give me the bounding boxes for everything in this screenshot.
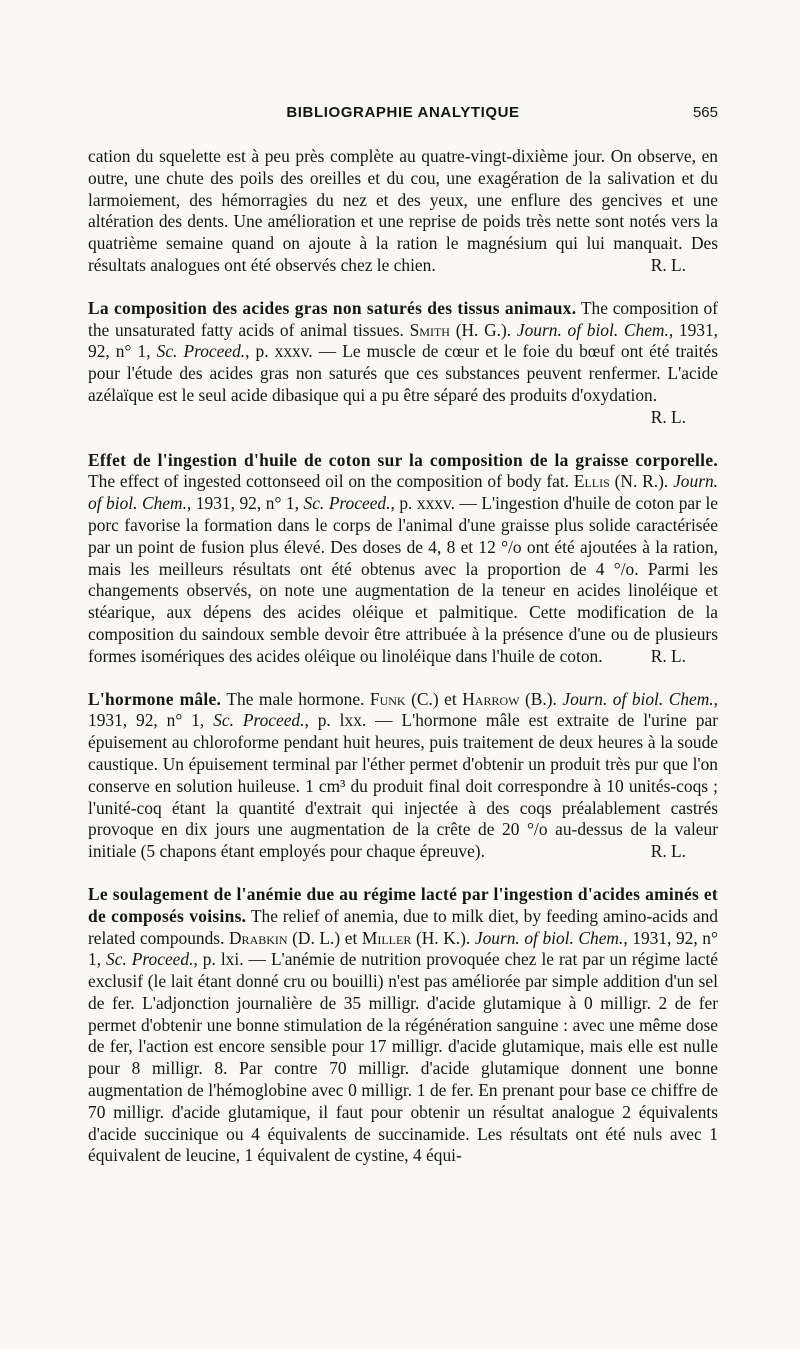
page-number: 565 <box>692 104 718 121</box>
pages: , p. lxi. — <box>193 949 266 970</box>
body-text <box>88 146 718 1167</box>
entry-4 <box>88 884 718 1167</box>
entry-title: L'hormone mâle. <box>88 688 222 709</box>
summary: Le muscle de cœur et le foie du bœuf ont été traités pour l'étude des acides gras non saturés que ces substances peuvent renfermer. L'acide azélaïque est le seul acide dibasique qui a pu être séparé des produits d'oxydation. <box>88 341 719 405</box>
entry-3 <box>88 689 718 863</box>
intro-text: cation du squelette est à peu près complète au quatre-vingt-dixième jour. On observe, en outre, une chute des poils des oreilles et du cou, une exagération de la salivation et du larmoiement, des hémorragies du nez et des yeux, une enflure des gencives et une altération des dents. Une amélioration et une reprise de poids très nette sont notés vers la quatrième semaine quand on ajoute à la ration le magnésium qui lui manquait. Des résultats analogues ont été observés chez le chien. <box>88 146 718 275</box>
entry-title: La composition des acides gras non saturés des tissus animaux. <box>88 297 577 318</box>
journal: Journ. of biol. Chem. <box>474 927 624 948</box>
signature: R. L. <box>650 841 686 862</box>
english-title: The effect of ingested cottonseed oil on the composition of body fat. <box>88 471 570 492</box>
english-title: The male hormone. <box>226 688 365 709</box>
author-2-initials: (B.). <box>524 688 557 709</box>
author: Smith <box>409 319 450 340</box>
author: Ellis <box>573 471 610 492</box>
entry-title: Effet de l'ingestion d'huile de coton sur la composition de la graisse corporelle. <box>88 449 718 470</box>
proceed: Sc. Proceed. <box>213 710 305 731</box>
reference: , 1931, 92, n° 1, <box>88 319 719 362</box>
author-2: Harrow <box>462 688 520 709</box>
signature: R. L. <box>650 645 686 666</box>
journal: Journ. of biol. Chem. <box>562 688 714 709</box>
english-title: The relief of anemia, due to milk diet, by feeding amino-acids and related compounds. <box>88 905 718 948</box>
signature: R. L. <box>650 406 686 427</box>
author-initials: (N. R.). <box>614 471 669 492</box>
english-title: The composition of the unsaturated fatty acids of animal tissues. <box>88 297 718 340</box>
author: Funk <box>369 688 406 709</box>
entry-2 <box>88 450 718 668</box>
reference: , 1931, 92, n° 1, <box>186 493 304 514</box>
summary: L'anémie de nutrition provoquée chez le rat par un régime lacté exclusif (le lait étant donné cru ou bouilli) n'est pas améliorée par simple addition d'un sel de fer. L'adjonction journalière de 35 milligr. d'acide glutamique à 0 milligr. 2 de fer permet d'obtenir une bonne stimulation de la régénération sanguine : avec une même dose de fer, l'action est encore sensible pour 17 milligr. d'acide glutamique, mais elle est nulle pour 8 milligr. 8. Par contre 70 milligr. d'acide glutamique donnent une bonne augmentation de l'hémoglobine avec 0 milligr. 1 de fer. En prenant pour base ce chiffre de 70 milligr. d'acide glutamique, il faut pour obtenir un résultat analogue 2 équivalents d'acide succinique ou 4 équivalents de succinamide. Les résultats ont été nuls avec 1 équivalent de leucine, 1 équivalent de cystine, 4 équi- <box>88 949 719 1166</box>
author-initials: (C.) et <box>411 688 457 709</box>
entry-1 <box>88 298 718 407</box>
signature: R. L. <box>650 254 686 275</box>
author-2: Miller <box>361 927 412 948</box>
proceed: Sc. Proceed. <box>156 341 246 362</box>
entry-title: Le soulagement de l'anémie due au régime lacté par l'ingestion d'acides aminés et de composés voisins. <box>88 883 718 926</box>
pages: , p. xxxv. — <box>245 341 337 362</box>
reference: , 1931, 92, n° 1, <box>88 688 719 731</box>
summary: L'ingestion d'huile de coton par le porc favorise la formation dans le corps de l'animal d'une graisse plus solide caractérisée par un point de fusion plus élevé. Des doses de 4, 8 et 12 °/o ont été ajoutées à la ration, mais les meilleurs résultats ont été obtenus avec la proportion de 4 °/o. Parmi les changements observés, on note une augmentation de la teneur en acides linoléique et stéarique, aux dépens des acides oléique et palmitique. Cette modification de la composition du saindoux semble devoir être attribuée à la présence d'une ou de plusieurs formes isomériques des acides oléique ou linoléique dans l'huile de coton. <box>88 493 718 666</box>
pages: , p. xxxv. — <box>390 493 477 514</box>
reference: , 1931, 92, n° 1, <box>88 927 718 970</box>
author: Drabkin <box>229 927 288 948</box>
intro-paragraph <box>88 146 718 277</box>
proceed: Sc. Proceed. <box>303 493 391 514</box>
author-initials: (D. L.) et <box>292 927 358 948</box>
page-header <box>88 104 718 128</box>
proceed: Sc. Proceed. <box>106 949 194 970</box>
journal: Journ. of biol. Chem. <box>88 471 718 514</box>
author-initials: (H. G.). <box>455 319 512 340</box>
running-title: BIBLIOGRAPHIE ANALYTIQUE <box>286 104 520 121</box>
author-2-initials: (H. K.). <box>415 927 471 948</box>
pages: , p. lxx. — <box>304 710 393 731</box>
journal: Journ. of biol. Chem. <box>516 319 669 340</box>
summary: L'hormone mâle est extraite de l'urine par épuisement au chloroforme pendant huit heures, puis traitement de deux heures à la soude caustique. Un épuisement terminal par l'éther permet d'obtenir un produit très pur que l'on conserve en solution huileuse. 1 cm³ du produit final doit correspondre à 10 unités-coqs ; l'unité-coq étant la quantité d'extrait qui injectée à des coqs préalablement castrés provoque en dix jours une augmentation de la crête de 20 °/o au-dessus de la valeur initiale (5 chapons étant employés pour chaque épreuve). <box>88 710 719 862</box>
